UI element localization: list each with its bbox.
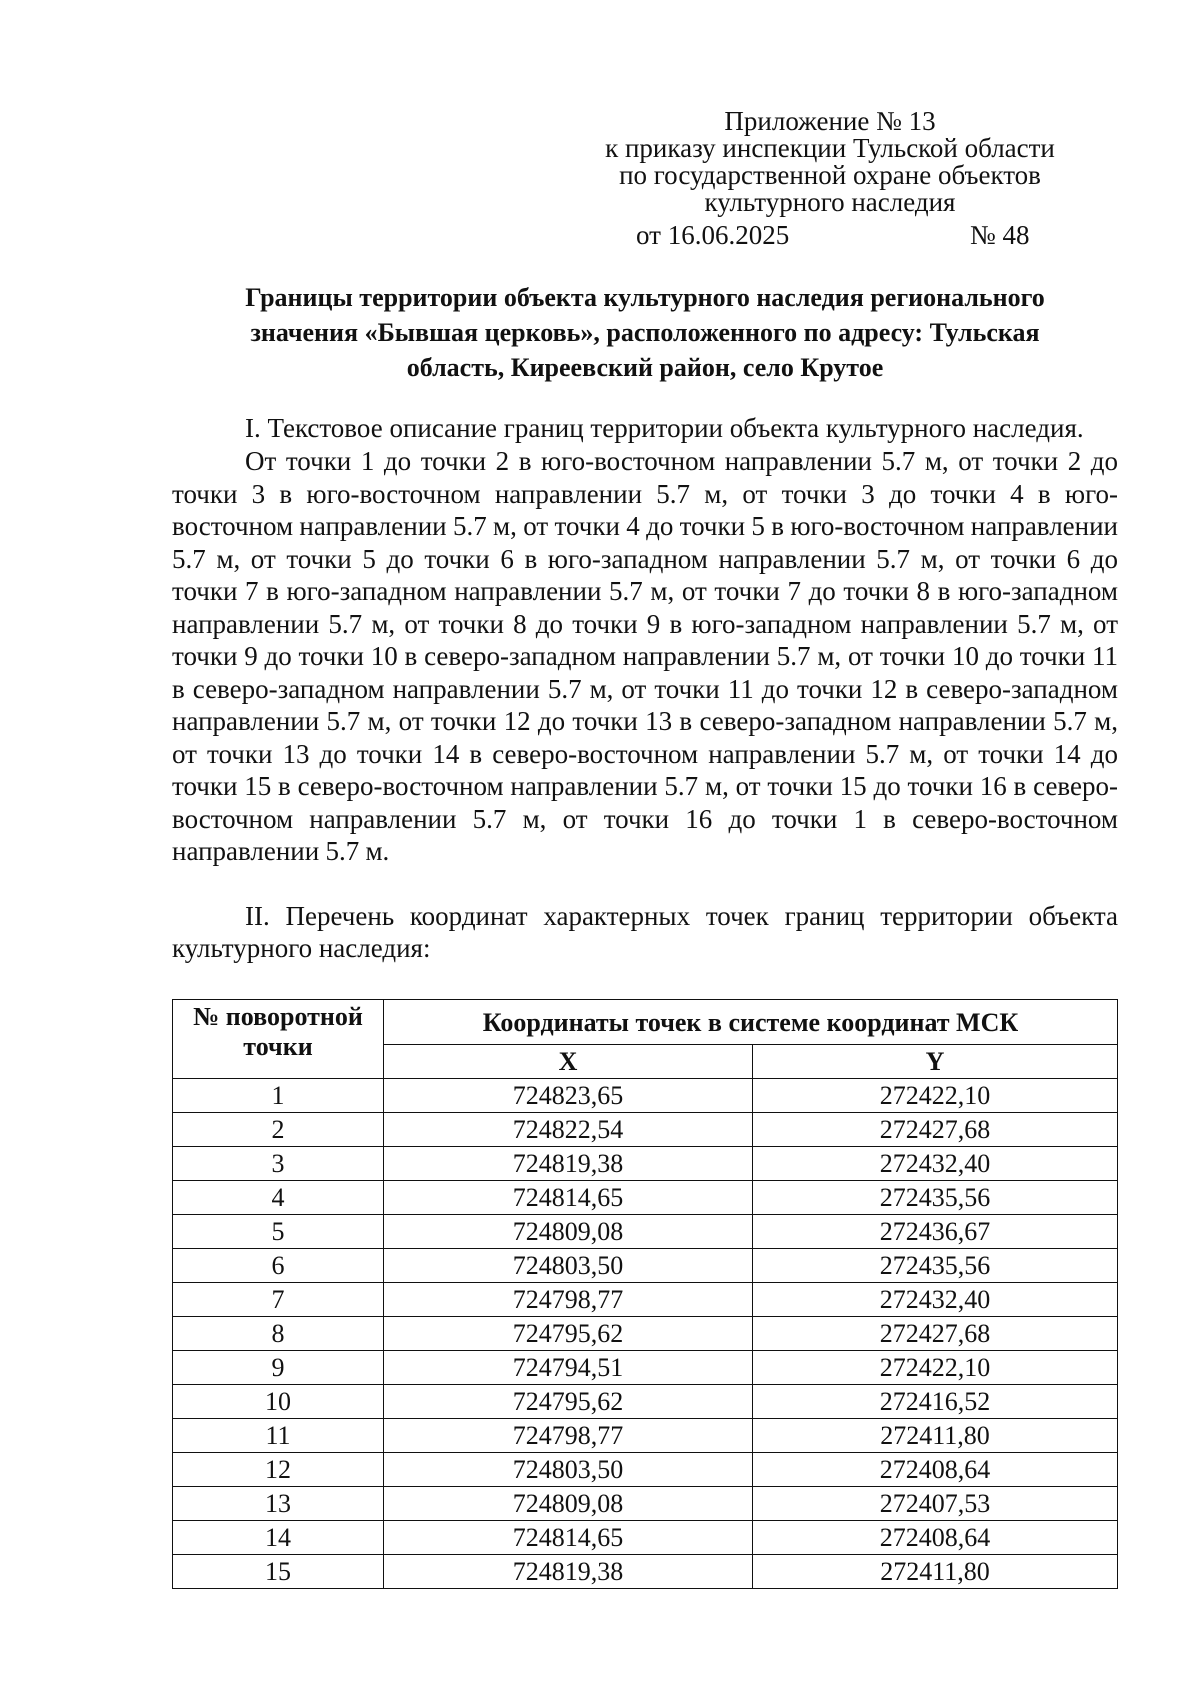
- y-coordinate-cell: 272411,80: [753, 1419, 1118, 1453]
- point-number-cell: 1: [173, 1079, 384, 1113]
- x-coordinate-cell: 724823,65: [384, 1079, 753, 1113]
- x-coordinate-cell: 724798,77: [384, 1283, 753, 1317]
- table-row: [173, 1521, 1118, 1555]
- y-coordinate-cell: 272435,56: [753, 1181, 1118, 1215]
- y-coordinate-cell: 272427,68: [753, 1317, 1118, 1351]
- y-coordinate-cell: 272435,56: [753, 1249, 1118, 1283]
- point-number-cell: 11: [173, 1419, 384, 1453]
- x-coordinate-cell: 724803,50: [384, 1249, 753, 1283]
- point-number-cell: 8: [173, 1317, 384, 1351]
- table-row: [173, 1487, 1118, 1521]
- table-row: [173, 1283, 1118, 1317]
- y-coordinate-cell: 272432,40: [753, 1147, 1118, 1181]
- table-row: [173, 1555, 1118, 1589]
- appendix-order-ref-3: культурного наследия: [704, 187, 956, 217]
- point-number-cell: 14: [173, 1521, 384, 1555]
- x-coordinate-cell: 724795,62: [384, 1385, 753, 1419]
- x-coordinate-cell: 724803,50: [384, 1453, 753, 1487]
- y-coordinate-cell: 272416,52: [753, 1385, 1118, 1419]
- order-number: № 48: [970, 220, 1030, 250]
- header-y: Y: [753, 1045, 1118, 1079]
- appendix-order-ref: к приказу инспекции Тульской области: [605, 133, 1055, 163]
- point-number-cell: 4: [173, 1181, 384, 1215]
- header-coordinates: Координаты точек в системе координат МСК: [384, 1000, 1118, 1045]
- header-x: X: [384, 1045, 753, 1079]
- appendix-block: [560, 108, 1100, 216]
- coordinates-table-body: [173, 1079, 1118, 1589]
- point-number-cell: 13: [173, 1487, 384, 1521]
- x-coordinate-cell: 724822,54: [384, 1113, 753, 1147]
- table-row: [173, 1453, 1118, 1487]
- coordinates-table: [172, 999, 1118, 1589]
- title-line-2: значения «Бывшая церковь», расположенного по адресу: Тульская: [250, 318, 1040, 347]
- point-number-cell: 10: [173, 1385, 384, 1419]
- table-row: [173, 1113, 1118, 1147]
- point-number-cell: 5: [173, 1215, 384, 1249]
- order-date: от 16.06.2025: [636, 220, 790, 250]
- x-coordinate-cell: 724794,51: [384, 1351, 753, 1385]
- title-line-1: Границы территории объекта культурного наследия регионального: [245, 283, 1045, 312]
- table-row: [173, 1317, 1118, 1351]
- table-row: [173, 1385, 1118, 1419]
- point-number-cell: 9: [173, 1351, 384, 1385]
- table-row: [173, 1419, 1118, 1453]
- y-coordinate-cell: 272408,64: [753, 1521, 1118, 1555]
- x-coordinate-cell: 724798,77: [384, 1419, 753, 1453]
- point-number-cell: 7: [173, 1283, 384, 1317]
- x-coordinate-cell: 724795,62: [384, 1317, 753, 1351]
- table-row: [173, 1079, 1118, 1113]
- x-coordinate-cell: 724819,38: [384, 1147, 753, 1181]
- table-row: [173, 1147, 1118, 1181]
- appendix-order-ref-2: по государственной охране объектов: [619, 160, 1041, 190]
- x-coordinate-cell: 724814,65: [384, 1521, 753, 1555]
- header-point-number: № поворотной точки: [173, 1000, 384, 1079]
- point-number-cell: 2: [173, 1113, 384, 1147]
- y-coordinate-cell: 272407,53: [753, 1487, 1118, 1521]
- y-coordinate-cell: 272422,10: [753, 1351, 1118, 1385]
- document-title: [172, 280, 1118, 385]
- x-coordinate-cell: 724819,38: [384, 1555, 753, 1589]
- table-row: [173, 1181, 1118, 1215]
- y-coordinate-cell: 272436,67: [753, 1215, 1118, 1249]
- point-number-cell: 12: [173, 1453, 384, 1487]
- appendix-title: Приложение № 13: [724, 106, 936, 136]
- point-number-cell: 3: [173, 1147, 384, 1181]
- x-coordinate-cell: 724814,65: [384, 1181, 753, 1215]
- y-coordinate-cell: 272422,10: [753, 1079, 1118, 1113]
- boundary-description: От точки 1 до точки 2 в юго-восточном направлении 5.7 м, от точки 2 до точки 3 в юго-восточном направлении 5.7 м, от точки 3 до точки 4 в юго-восточном направлении 5.7 м, от точки 4 до точки 5 в юго-восточном направлении 5.7 м, от точки 5 до точки 6 в юго-западном направлении 5.7 м, от точки 6 до точки 7 в юго-западном направлении 5.7 м, от точки 7 до точки 8 в юго-западном направлении 5.7 м, от точки 8 до точки 9 в юго-западном направлении 5.7 м, от точки 9 до точки 10 в северо-западном направлении 5.7 м, от точки 10 до точки 11 в северо-западном направлении 5.7 м, от точки 11 до точки 12 в северо-западном направлении 5.7 м, от точки 12 до точки 13 в северо-западном направлении 5.7 м, от точки 13 до точки 14 в северо-восточном направлении 5.7 м, от точки 14 до точки 15 в северо-восточном направлении 5.7 м, от точки 15 до точки 16 в северо-восточном направлении 5.7 м, от точки 16 до точки 1 в северо-восточном направлении 5.7 м.: [172, 446, 1118, 866]
- section-1-heading: I. Текстовое описание границ территории объекта культурного наследия.: [245, 413, 1084, 443]
- table-row: [173, 1215, 1118, 1249]
- x-coordinate-cell: 724809,08: [384, 1487, 753, 1521]
- y-coordinate-cell: 272427,68: [753, 1113, 1118, 1147]
- y-coordinate-cell: 272408,64: [753, 1453, 1118, 1487]
- y-coordinate-cell: 272432,40: [753, 1283, 1118, 1317]
- table-row: [173, 1249, 1118, 1283]
- title-line-3: область, Киреевский район, село Крутое: [406, 353, 884, 382]
- y-coordinate-cell: 272411,80: [753, 1555, 1118, 1589]
- table-row: [173, 1351, 1118, 1385]
- point-number-cell: 15: [173, 1555, 384, 1589]
- x-coordinate-cell: 724809,08: [384, 1215, 753, 1249]
- point-number-cell: 6: [173, 1249, 384, 1283]
- section-2-heading: II. Перечень координат характерных точек границ территории объекта культурного наследия:: [172, 901, 1118, 963]
